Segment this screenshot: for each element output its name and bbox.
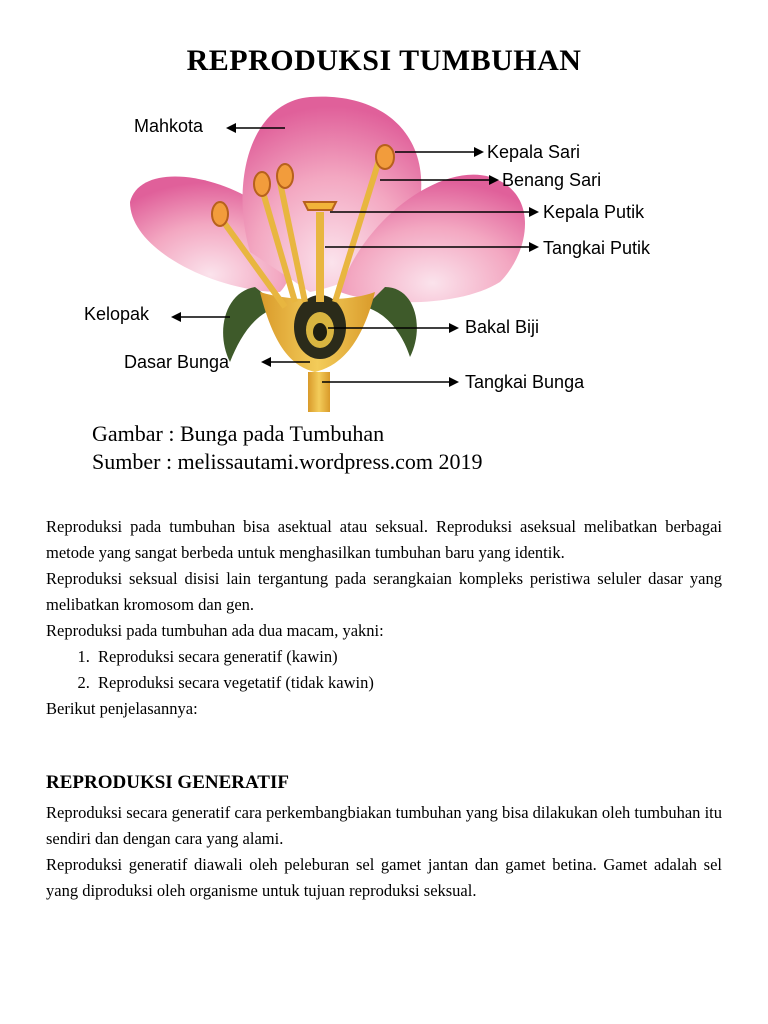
label-bakal-biji: Bakal Biji [465, 317, 540, 337]
paragraph: Reproduksi pada tumbuhan bisa asektual atau seksual. Reproduksi aseksual melibatkan berbagai metode yang sangat berbeda untuk menghasilkan tumbuhan baru yang identik. [46, 517, 722, 562]
label-tangkai-bunga: Tangkai Bunga [465, 372, 585, 392]
page-title: REPRODUKSI TUMBUHAN [186, 44, 582, 77]
label-kelopak: Kelopak [84, 304, 150, 324]
paragraph: Reproduksi pada tumbuhan ada dua macam, yakni: [46, 621, 384, 640]
paragraph: Reproduksi secara generatif cara perkembangbiakan tumbuhan yang bisa dilakukan oleh tumbuhan itu sendiri dan dengan cara yang alami. [46, 803, 722, 848]
caption-source: Sumber : melissautami.wordpress.com 2019 [92, 449, 483, 474]
list-item: 1. Reproduksi secara generatif (kawin) [94, 644, 722, 670]
paragraph: Reproduksi generatif diawali oleh peleburan sel gamet jantan dan gamet betina. Gamet adalah sel yang diproduksi oleh organisme untuk tujuan reproduksi seksual. [46, 855, 722, 900]
section-heading: REPRODUKSI GENERATIF [46, 772, 289, 793]
label-kepala-putik: Kepala Putik [543, 202, 645, 222]
generative-section [46, 800, 722, 904]
label-kepala-sari: Kepala Sari [487, 142, 581, 162]
paragraph: Reproduksi seksual disisi lain tergantung pada serangkaian kompleks peristiwa seluler dasar yang melibatkan kromosom dan gen. [46, 569, 722, 614]
stigma [304, 202, 336, 210]
flower-diagram [80, 92, 700, 412]
label-tangkai-putik: Tangkai Putik [543, 238, 651, 258]
label-benang-sari: Benang Sari [502, 170, 602, 190]
anther [212, 202, 228, 226]
caption-title: Gambar : Bunga pada Tumbuhan [92, 421, 385, 446]
list-item: 2. Reproduksi secara vegetatif (tidak kawin) [94, 670, 722, 696]
label-dasar-bunga: Dasar Bunga [124, 352, 230, 372]
figure-caption [92, 420, 482, 476]
reproduction-types-list [46, 644, 722, 696]
paragraph: Berikut penjelasannya: [46, 699, 198, 718]
intro-section [46, 514, 722, 722]
label-mahkota: Mahkota [134, 116, 204, 136]
